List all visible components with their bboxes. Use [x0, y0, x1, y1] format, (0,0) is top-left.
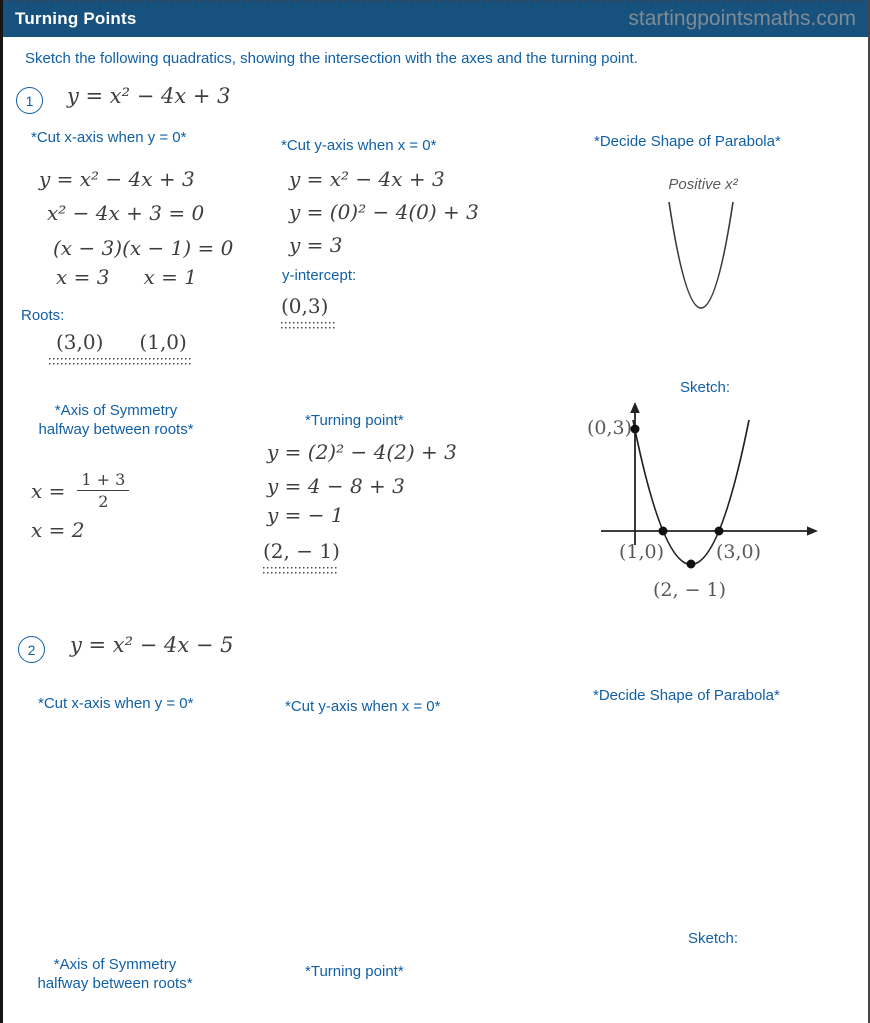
root-solution-1: x = 3	[56, 265, 110, 289]
equation-line: y = x² − 4x + 3	[289, 167, 445, 191]
axis-fraction-equation	[31, 470, 129, 511]
sketch-label-q2: Sketch:	[688, 930, 739, 947]
equation-line: y = (2)² − 4(2) + 3	[267, 440, 457, 464]
root-solution-2: x = 1	[143, 265, 197, 289]
graph-label-root2: (3,0)	[716, 541, 762, 563]
roots-label: Roots:	[21, 307, 65, 324]
cut-x-axis-header-q2: *Cut x-axis when y = 0*	[38, 695, 194, 712]
graph-label-root1: (1,0)	[619, 541, 665, 563]
question-number-text: 2	[27, 641, 36, 658]
equation-line: y = − 1	[267, 503, 344, 527]
axis-header-line1: *Axis of Symmetry	[53, 956, 177, 973]
cut-x-axis-header-q1: *Cut x-axis when y = 0*	[31, 129, 187, 146]
question-2-number	[18, 636, 45, 663]
equation-line: x² − 4x + 3 = 0	[47, 201, 205, 225]
equation-line: y = (0)² − 4(0) + 3	[289, 200, 479, 224]
fraction-denominator: 2	[98, 492, 109, 511]
graph-label-y-intercept: (0,3)	[587, 417, 633, 439]
turning-point-coordinate: (2, − 1)	[263, 539, 340, 563]
axis-header-line1: *Axis of Symmetry	[54, 402, 178, 419]
parabola-shape-sketch	[664, 198, 738, 311]
equation-line: y = 3	[289, 233, 343, 257]
equation-line	[56, 265, 197, 289]
instruction-text: Sketch the following quadratics, showing the intersection with the axes and the turning point.	[25, 50, 638, 67]
axis-of-symmetry-header-q1	[21, 401, 211, 439]
turning-point-header-q1: *Turning point*	[305, 412, 404, 429]
question-number-text: 1	[25, 92, 34, 109]
header-bar	[3, 0, 868, 37]
page-title: Turning Points	[15, 8, 137, 28]
roots-answer	[49, 330, 193, 365]
cut-y-axis-header-q2: *Cut y-axis when x = 0*	[285, 698, 441, 715]
turning-point-header-q2: *Turning point*	[305, 963, 404, 980]
y-intercept-coordinate: (0,3)	[281, 294, 329, 318]
turning-point-answer	[263, 539, 340, 574]
answer-underline	[281, 322, 335, 329]
question-1-number	[16, 87, 43, 114]
positive-x2-note: Positive x²	[668, 176, 738, 193]
fraction	[77, 470, 129, 511]
axis-of-symmetry-header-q2	[15, 955, 215, 993]
axis-header-line2: halfway between roots*	[38, 421, 194, 438]
site-watermark: startingpointsmaths.com	[628, 6, 856, 30]
y-intercept-label: y-intercept:	[282, 267, 357, 284]
y-intercept-answer	[281, 294, 335, 329]
answer-underline	[263, 567, 337, 574]
fraction-numerator: 1 + 3	[81, 470, 126, 489]
question-1-equation: y = x² − 4x + 3	[67, 84, 231, 108]
axis-result: x = 2	[31, 518, 85, 542]
question-2-equation: y = x² − 4x − 5	[70, 633, 234, 657]
root-coordinate-1: (3,0)	[56, 330, 104, 354]
section-divider	[3, 0, 868, 2]
fraction-lhs: x =	[31, 478, 66, 503]
equation-line: (x − 3)(x − 1) = 0	[53, 236, 234, 260]
equation-line: y = 4 − 8 + 3	[267, 474, 405, 498]
graph-label-vertex: (2, − 1)	[653, 579, 727, 601]
cut-y-axis-header-q1: *Cut y-axis when x = 0*	[281, 137, 437, 154]
root-coordinate-2: (1,0)	[139, 330, 187, 354]
answer-underline	[49, 358, 193, 365]
equation-line: y = x² − 4x + 3	[39, 167, 195, 191]
sketch-label-q1: Sketch:	[680, 379, 731, 396]
shape-header-q1: *Decide Shape of Parabola*	[594, 133, 781, 150]
shape-header-q2: *Decide Shape of Parabola*	[593, 687, 780, 704]
axis-header-line2: halfway between roots*	[37, 975, 193, 992]
